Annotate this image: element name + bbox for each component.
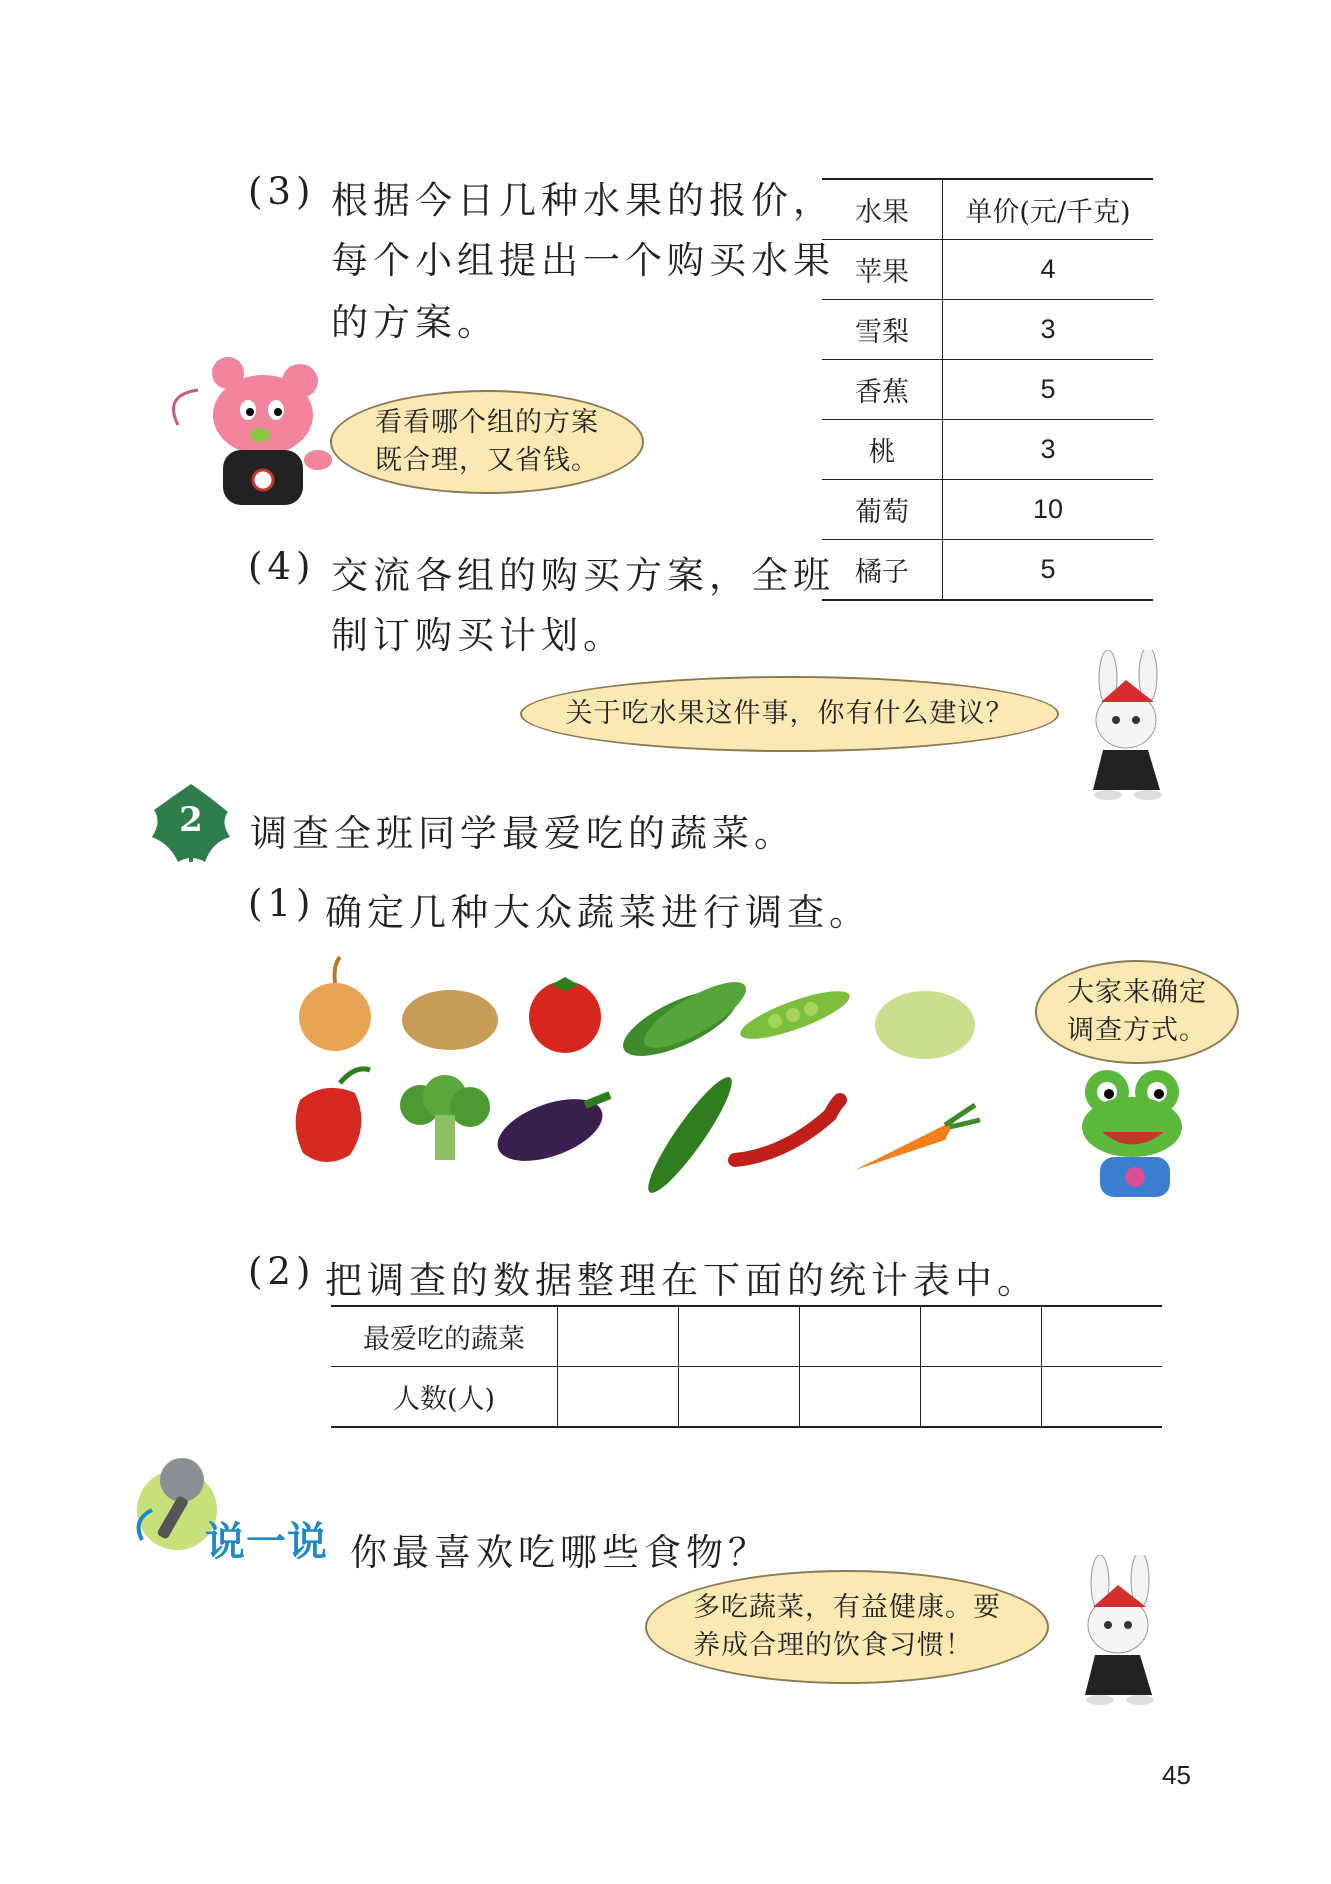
eggplant-icon	[489, 1087, 610, 1173]
survey-cell[interactable]	[558, 1306, 679, 1367]
talk-question: 你最喜欢吃哪些食物？	[350, 1531, 770, 1574]
fruit-name: 苹果	[822, 240, 943, 300]
survey-cell[interactable]	[679, 1367, 800, 1428]
q1-label: (1)	[248, 882, 316, 925]
q3-line3: 的方案。	[331, 301, 499, 344]
fruit-price: 5	[943, 360, 1154, 420]
carrot-icon	[855, 1105, 980, 1170]
mouse-character-icon	[168, 355, 338, 510]
rabbit-speech-bubble-1	[520, 676, 1059, 752]
onion-icon	[299, 957, 371, 1051]
fruit-price: 4	[943, 240, 1154, 300]
broccoli-icon	[400, 1075, 490, 1160]
red-pepper-icon	[296, 1069, 370, 1162]
fruit-name: 桃	[822, 420, 943, 480]
q3-line2: 每个小组提出一个购买水果	[331, 239, 835, 282]
section2-title: 调查全班同学最爱吃的蔬菜。	[250, 812, 796, 855]
potato-icon	[402, 990, 498, 1050]
rabbit-bubble2-line2: 养成合理的饮食习惯！	[693, 1630, 973, 1661]
q2-text: 把调查的数据整理在下面的统计表中。	[325, 1259, 1039, 1302]
table-row	[822, 360, 1153, 420]
table-header-fruit: 水果	[822, 179, 943, 240]
q2-label: (2)	[248, 1250, 316, 1293]
q3-label: (3)	[248, 170, 316, 213]
talk-badge: 说一说	[205, 1519, 328, 1565]
table-row	[822, 480, 1153, 540]
fruit-name: 香蕉	[822, 360, 943, 420]
q1-text: 确定几种大众蔬菜进行调查。	[325, 891, 871, 934]
cucumber-icon	[638, 1070, 741, 1195]
survey-cell[interactable]	[921, 1306, 1042, 1367]
mouse-bubble-line2: 既合理，又省钱。	[375, 445, 599, 476]
mouse-bubble-line1: 看看哪个组的方案	[375, 407, 599, 438]
q3-line1: 根据今日几种水果的报价，	[331, 179, 835, 222]
frog-character-icon	[1072, 1062, 1202, 1202]
q4-line1: 交流各组的购买方案，全班	[331, 554, 835, 597]
survey-cell[interactable]	[679, 1306, 800, 1367]
q4-label: (4)	[248, 545, 316, 588]
fruit-name: 葡萄	[822, 480, 943, 540]
survey-cell[interactable]	[1042, 1367, 1163, 1428]
fruit-price: 5	[943, 540, 1154, 601]
cabbage-icon	[875, 991, 975, 1059]
rabbit-bubble2-line1: 多吃蔬菜，有益健康。要	[693, 1592, 1001, 1623]
rabbit-character-icon	[1068, 650, 1178, 800]
fruit-price-table	[822, 178, 1153, 601]
rabbit-speech-bubble-2	[645, 1570, 1049, 1684]
fruit-price: 3	[943, 300, 1154, 360]
section-number: 2	[179, 800, 203, 840]
survey-cell[interactable]	[921, 1367, 1042, 1428]
table-row	[822, 300, 1153, 360]
survey-table	[331, 1305, 1162, 1428]
chili-icon	[735, 1100, 840, 1160]
zucchini-icon	[615, 970, 755, 1069]
page-number: 45	[1162, 1760, 1191, 1790]
frog-bubble-line1: 大家来确定	[1067, 977, 1207, 1008]
table-header-row	[822, 179, 1153, 240]
survey-cell[interactable]	[800, 1306, 921, 1367]
tomato-icon	[529, 977, 601, 1053]
rabbit-character-icon	[1060, 1555, 1170, 1705]
survey-row1-header: 最爱吃的蔬菜	[331, 1306, 558, 1367]
table-row	[822, 420, 1153, 480]
survey-cell[interactable]	[800, 1367, 921, 1428]
frog-speech-bubble	[1035, 960, 1239, 1064]
frog-bubble-line2: 调查方式。	[1067, 1015, 1207, 1046]
table-row	[822, 540, 1153, 601]
fruit-name: 橘子	[822, 540, 943, 601]
q4-line2: 制订购买计划。	[331, 614, 625, 657]
mouse-speech-bubble	[330, 390, 644, 494]
table-row	[331, 1306, 1162, 1367]
pea-pod-icon	[736, 982, 855, 1048]
table-row	[822, 240, 1153, 300]
fruit-price: 3	[943, 420, 1154, 480]
vegetables-image	[285, 955, 985, 1195]
survey-cell[interactable]	[1042, 1306, 1163, 1367]
fruit-price: 10	[943, 480, 1154, 540]
rabbit-bubble-text: 关于吃水果这件事，你有什么建议？	[565, 698, 1014, 729]
table-row	[331, 1367, 1162, 1428]
survey-row2-header: 人数(人)	[331, 1367, 558, 1428]
fruit-name: 雪梨	[822, 300, 943, 360]
survey-cell[interactable]	[558, 1367, 679, 1428]
table-header-price: 单价(元/千克)	[943, 179, 1154, 240]
